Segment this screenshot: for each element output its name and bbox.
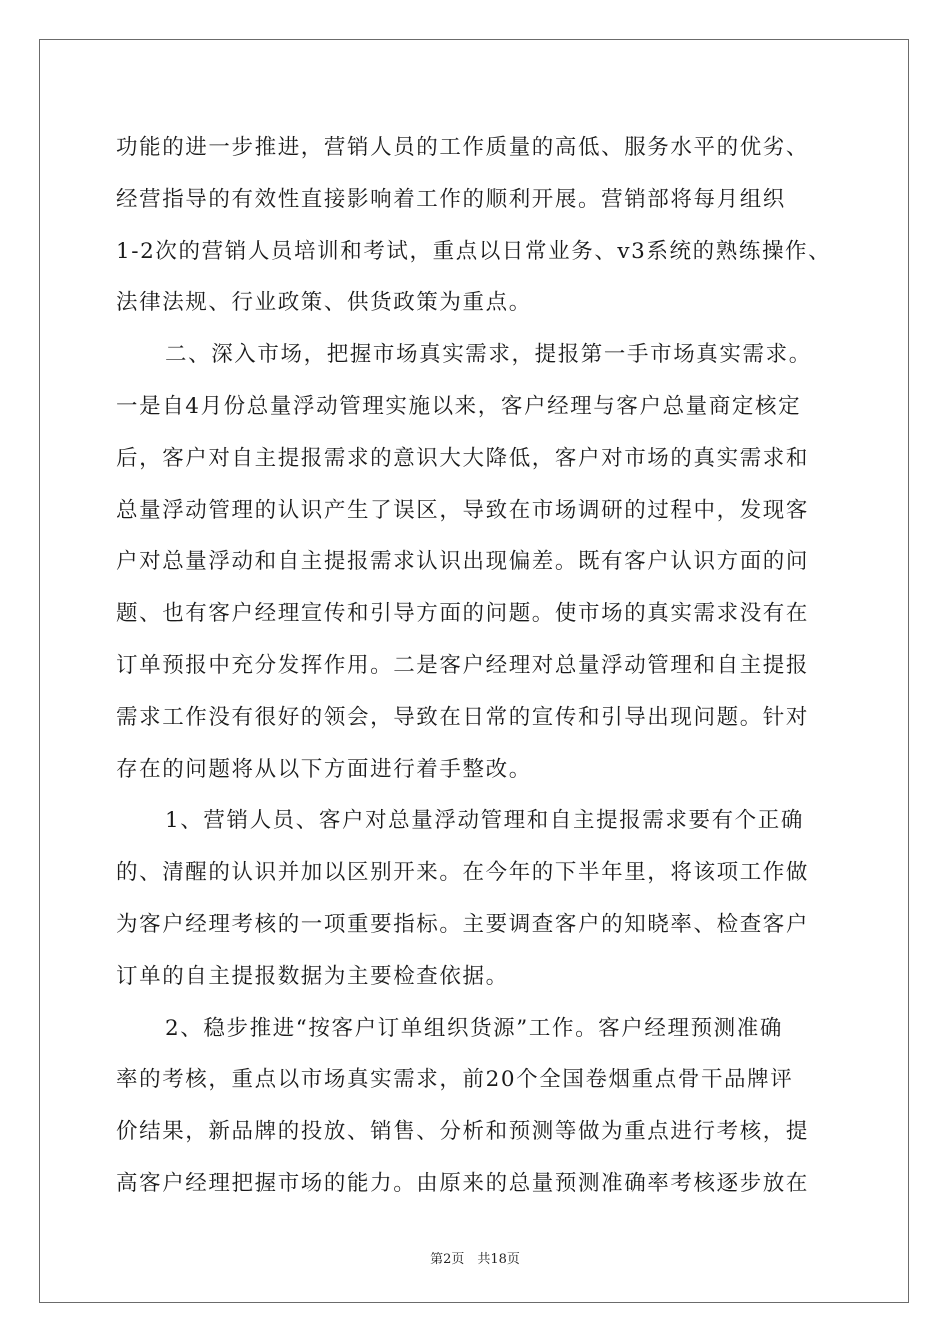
text-line: 法律法规、行业政策、供货政策为重点。 xyxy=(116,290,532,316)
text-line: 总量浮动管理的认识产生了误区，导致在市场调研的过程中，发现客 xyxy=(116,497,810,523)
document-body xyxy=(116,122,836,1210)
text-line: 题、也有客户经理宣传和引导方面的问题。使市场的真实需求没有在 xyxy=(116,601,810,627)
text-line: 订单的自主提报数据为主要检查依据。 xyxy=(116,963,509,989)
text-line: 后，客户对自主提报需求的意识大大降低，客户对市场的真实需求和 xyxy=(116,445,810,471)
text-line: 高客户经理把握市场的能力。由原来的总量预测准确率考核逐步放在 xyxy=(116,1170,810,1196)
text-line: 为客户经理考核的一项重要指标。主要调查客户的知晓率、检查客户 xyxy=(116,911,810,937)
page-number-footer: 第2页 共18页 xyxy=(430,1252,520,1267)
list-item-line: 2、稳步推进“按客户订单组织货源”工作。客户经理预测准确 xyxy=(165,1015,783,1041)
text-line: 价结果，新品牌的投放、销售、分析和预测等做为重点进行考核，提 xyxy=(116,1119,810,1145)
text-line: 户对总量浮动和自主提报需求认识出现偏差。既有客户认识方面的问 xyxy=(116,549,810,575)
text-line: 需求工作没有很好的领会，导致在日常的宣传和引导出现问题。针对 xyxy=(116,704,810,730)
text-line: 经营指导的有效性直接影响着工作的顺利开展。营销部将每月组织 xyxy=(116,186,786,212)
text-line: 1-2次的营销人员培训和考试，重点以日常业务、v3系统的熟练操作、 xyxy=(116,238,832,264)
list-item-line: 1、营销人员、客户对总量浮动管理和自主提报需求要有个正确 xyxy=(165,808,804,834)
text-line: 功能的进一步推进，营销人员的工作质量的高低、服务水平的优劣、 xyxy=(116,135,810,160)
paragraph-heading-line: 二、深入市场，把握市场真实需求，提报第一手市场真实需求。 xyxy=(165,342,812,368)
text-line: 的、清醒的认识并加以区别开来。在今年的下半年里，将该项工作做 xyxy=(116,860,810,886)
text-line: 率的考核，重点以市场真实需求，前20个全国卷烟重点骨干品牌评 xyxy=(116,1067,794,1093)
text-line: 存在的问题将从以下方面进行着手整改。 xyxy=(116,756,532,782)
text-line: 一是自4月份总量浮动管理实施以来，客户经理与客户总量商定核定 xyxy=(116,393,802,419)
text-line: 订单预报中充分发挥作用。二是客户经理对总量浮动管理和自主提报 xyxy=(116,652,810,678)
